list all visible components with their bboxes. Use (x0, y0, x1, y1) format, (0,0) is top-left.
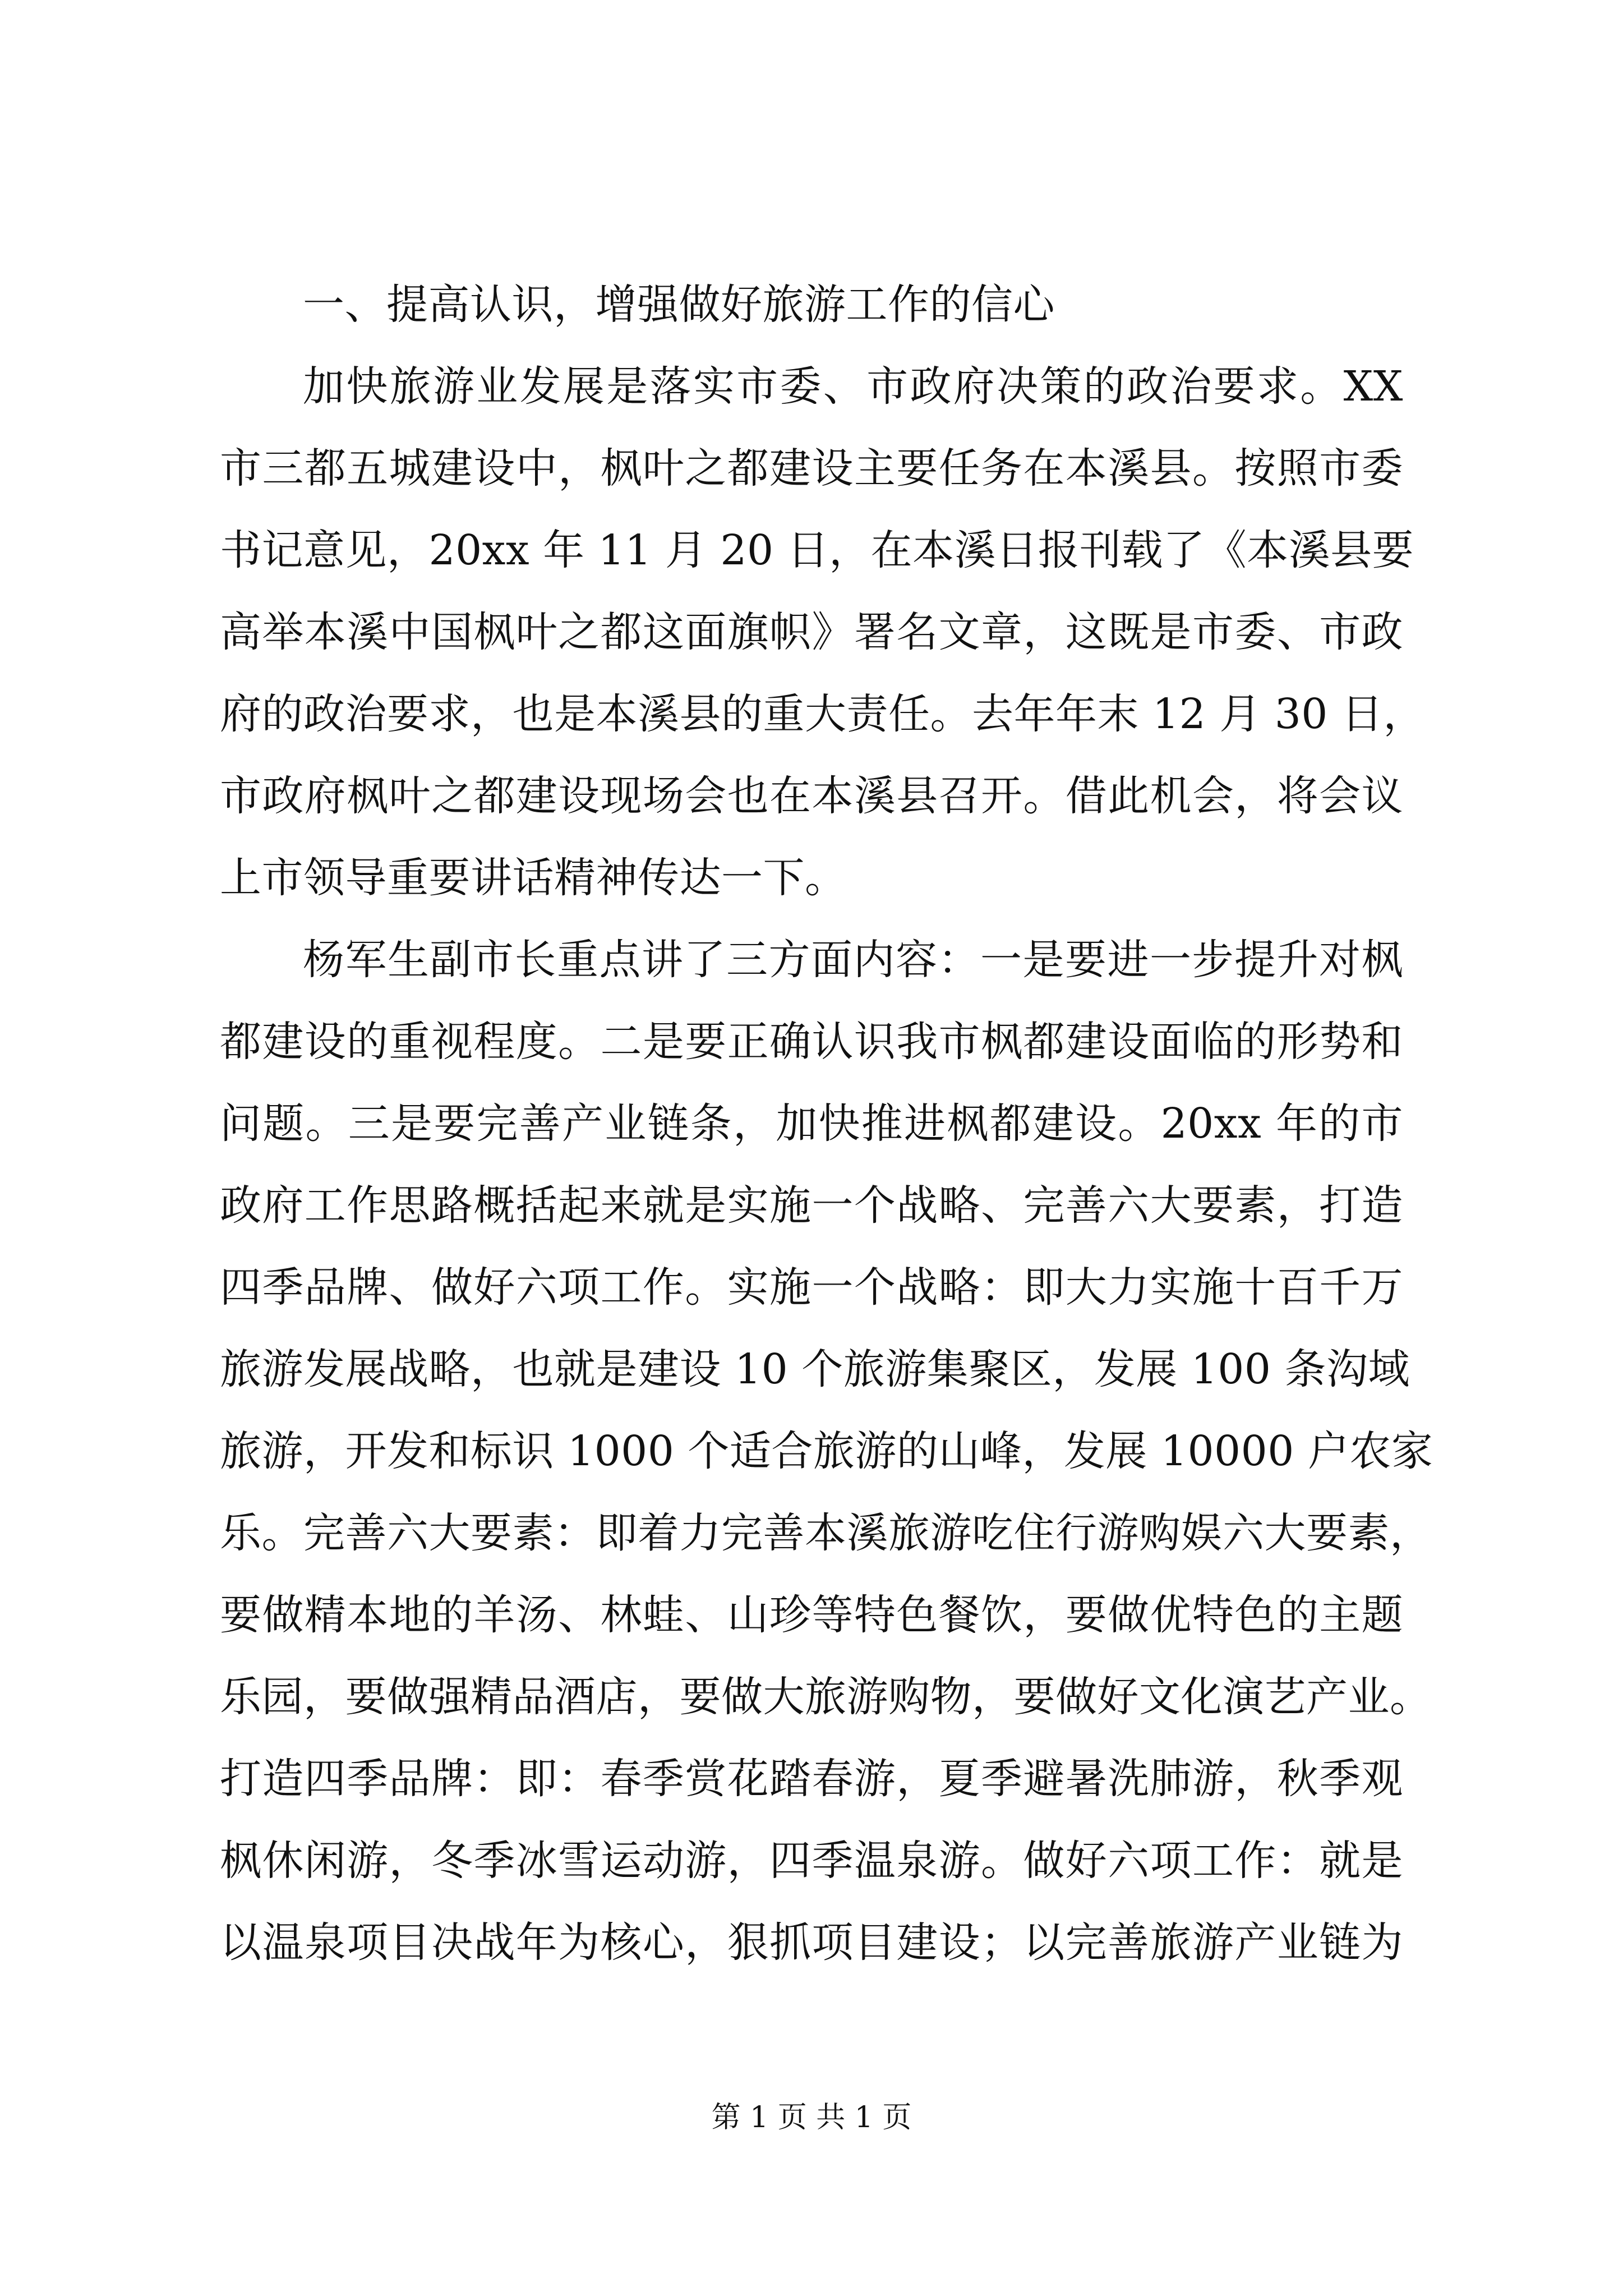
paragraph-line: 书记意见，20xx 年 11 月 20 日，在本溪日报刊载了《本溪县要 (220, 526, 1414, 574)
paragraph-line: 旅游发展战略，也就是建设 10 个旅游集聚区，发展 100 条沟域 (220, 1345, 1410, 1393)
page-number-label: 第 1 页 共 1 页 (711, 2101, 912, 2134)
paragraph-line: 乐园，要做强精品酒店，要做大旅游购物，要做好文化演艺产业。 (220, 1673, 1432, 1721)
paragraph-line: 市三都五城建设中，枫叶之都建设主要任务在本溪县。按照市委 (220, 444, 1403, 493)
document-body (220, 264, 1433, 1984)
paragraph-line: 以温泉项目决战年为核心，狠抓项目建设；以完善旅游产业链为 (220, 1918, 1403, 1967)
paragraph-line: 上市领导重要讲话精神传达一下。 (220, 854, 847, 902)
paragraph-line: 杨军生副市长重点讲了三方面内容：一是要进一步提升对枫 (303, 936, 1403, 984)
paragraph-line: 问题。三是要完善产业链条，加快推进枫都建设。20xx 年的市 (220, 1099, 1403, 1148)
paragraph-line: 旅游，开发和标识 1000 个适合旅游的山峰，发展 10000 户农家 (220, 1427, 1433, 1475)
paragraph-line: 要做精本地的羊汤、林蛙、山珍等特色餐饮，要做优特色的主题 (220, 1591, 1403, 1639)
paragraph-line: 高举本溪中国枫叶之都这面旗帜》署名文章，这既是市委、市政 (220, 608, 1403, 656)
paragraph-line: 府的政治要求，也是本溪县的重大责任。去年年末 12 月 30 日， (220, 690, 1425, 738)
paragraph-line: 枫休闲游，冬季冰雪运动游，四季温泉游。做好六项工作：就是 (220, 1837, 1403, 1885)
paragraph-line: 四季品牌、做好六项工作。实施一个战略：即大力实施十百千万 (220, 1263, 1403, 1312)
paragraph-line: 政府工作思路概括起来就是实施一个战略、完善六大要素，打造 (220, 1181, 1403, 1230)
paragraph-1 (220, 346, 1425, 919)
paragraph-2 (220, 919, 1433, 1984)
paragraph-line: 加快旅游业发展是落实市委、市政府决策的政治要求。XX (303, 362, 1403, 411)
page-footer (0, 2098, 1623, 2137)
paragraph-line: 乐。完善六大要素：即着力完善本溪旅游吃住行游购娱六大要素， (220, 1509, 1432, 1557)
paragraph-line: 都建设的重视程度。二是要正确认识我市枫都建设面临的形势和 (220, 1018, 1403, 1066)
section-heading: 一、提高认识，增强做好旅游工作的信心 (303, 280, 1055, 329)
paragraph-line: 打造四季品牌：即：春季赏花踏春游，夏季避暑洗肺游，秋季观 (220, 1755, 1403, 1803)
paragraph-line: 市政府枫叶之都建设现场会也在本溪县召开。借此机会，将会议 (220, 772, 1403, 820)
